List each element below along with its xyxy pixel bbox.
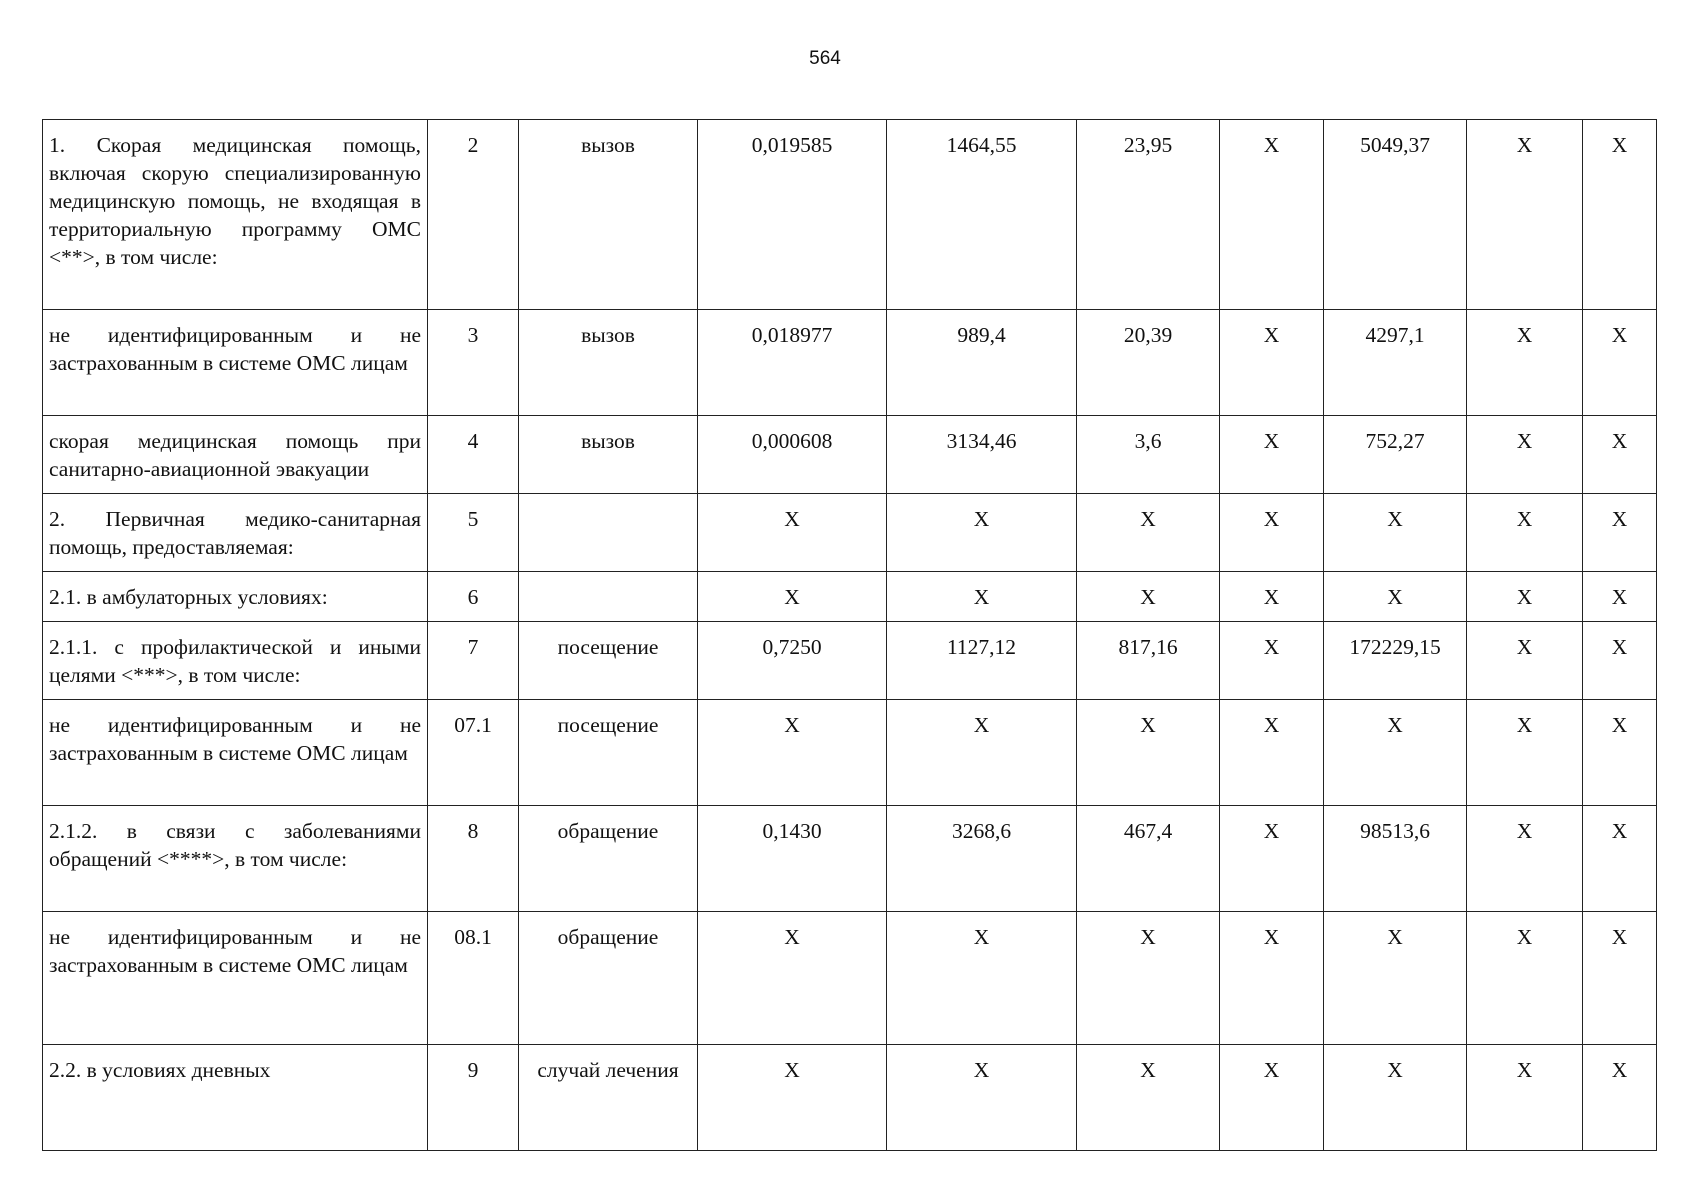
row-name-cell: 2.1.1. с профилактической и иными целями <***>, в том числе: <box>43 622 428 700</box>
unit-cell: обращение <box>519 912 698 1045</box>
value-cell: X <box>1220 310 1324 416</box>
value-cell: X <box>1583 1045 1657 1151</box>
table-row <box>43 494 1657 572</box>
value-cell: X <box>1583 416 1657 494</box>
value-cell: X <box>1583 622 1657 700</box>
unit-cell: вызов <box>519 416 698 494</box>
value-cell: X <box>1220 572 1324 622</box>
unit-cell: вызов <box>519 310 698 416</box>
value-cell: X <box>1324 1045 1467 1151</box>
table-row <box>43 120 1657 310</box>
row-name-cell: не идентифицированным и не застрахованным в системе ОМС лицам <box>43 912 428 1045</box>
table-row <box>43 622 1657 700</box>
value-cell: 0,7250 <box>698 622 887 700</box>
value-cell: X <box>1467 416 1583 494</box>
value-cell: X <box>1583 912 1657 1045</box>
row-name-cell: 2.2. в условиях дневных <box>43 1045 428 1151</box>
value-cell: X <box>1583 494 1657 572</box>
row-name-cell: 1. Скорая медицинская помощь, включая скорую специализированную медицинскую помощь, не входящая в территориальную программу ОМС <**>, в том числе: <box>43 120 428 310</box>
table-row <box>43 310 1657 416</box>
value-cell: X <box>887 572 1077 622</box>
row-name-cell: не идентифицированным и не застрахованным в системе ОМС лицам <box>43 310 428 416</box>
value-cell: 98513,6 <box>1324 806 1467 912</box>
data-table <box>42 119 1657 1151</box>
value-cell: X <box>1324 572 1467 622</box>
value-cell: X <box>887 700 1077 806</box>
value-cell: 0,1430 <box>698 806 887 912</box>
value-cell: X <box>1220 622 1324 700</box>
table-row <box>43 806 1657 912</box>
value-cell: X <box>698 494 887 572</box>
unit-cell: посещение <box>519 700 698 806</box>
value-cell: 0,000608 <box>698 416 887 494</box>
value-cell: X <box>1467 622 1583 700</box>
line-number-cell: 6 <box>428 572 519 622</box>
unit-cell: посещение <box>519 622 698 700</box>
value-cell: 3134,46 <box>887 416 1077 494</box>
line-number-cell: 9 <box>428 1045 519 1151</box>
value-cell: X <box>1220 416 1324 494</box>
value-cell: X <box>1583 700 1657 806</box>
table-row <box>43 416 1657 494</box>
line-number-cell: 7 <box>428 622 519 700</box>
value-cell: 1464,55 <box>887 120 1077 310</box>
page-number: 564 <box>809 48 841 69</box>
unit-cell: случай лечения <box>519 1045 698 1151</box>
value-cell: X <box>698 912 887 1045</box>
table-row <box>43 912 1657 1045</box>
value-cell: X <box>1467 310 1583 416</box>
unit-cell <box>519 494 698 572</box>
line-number-cell: 8 <box>428 806 519 912</box>
value-cell: X <box>1467 700 1583 806</box>
value-cell: 817,16 <box>1077 622 1220 700</box>
value-cell: X <box>1583 310 1657 416</box>
value-cell: 20,39 <box>1077 310 1220 416</box>
value-cell: X <box>887 1045 1077 1151</box>
value-cell: X <box>887 494 1077 572</box>
line-number-cell: 2 <box>428 120 519 310</box>
value-cell: X <box>1220 120 1324 310</box>
value-cell: X <box>1583 806 1657 912</box>
value-cell: 0,018977 <box>698 310 887 416</box>
value-cell: 752,27 <box>1324 416 1467 494</box>
value-cell: 1127,12 <box>887 622 1077 700</box>
value-cell: 23,95 <box>1077 120 1220 310</box>
value-cell: X <box>1467 120 1583 310</box>
value-cell: X <box>1467 806 1583 912</box>
value-cell: X <box>1467 912 1583 1045</box>
value-cell: X <box>1220 494 1324 572</box>
line-number-cell: 5 <box>428 494 519 572</box>
value-cell: X <box>1467 572 1583 622</box>
value-cell: X <box>1467 494 1583 572</box>
value-cell: X <box>1220 700 1324 806</box>
value-cell: 467,4 <box>1077 806 1220 912</box>
value-cell: 3,6 <box>1077 416 1220 494</box>
unit-cell: вызов <box>519 120 698 310</box>
value-cell: X <box>1077 700 1220 806</box>
value-cell: 172229,15 <box>1324 622 1467 700</box>
row-name-cell: 2. Первичная медико-санитарная помощь, предоставляемая: <box>43 494 428 572</box>
value-cell: X <box>698 1045 887 1151</box>
value-cell: X <box>1324 700 1467 806</box>
line-number-cell: 4 <box>428 416 519 494</box>
value-cell: 3268,6 <box>887 806 1077 912</box>
value-cell: 5049,37 <box>1324 120 1467 310</box>
table-row <box>43 572 1657 622</box>
value-cell: X <box>1324 494 1467 572</box>
value-cell: 4297,1 <box>1324 310 1467 416</box>
value-cell: X <box>1077 494 1220 572</box>
value-cell: 0,019585 <box>698 120 887 310</box>
value-cell: X <box>698 700 887 806</box>
value-cell: X <box>1077 912 1220 1045</box>
value-cell: X <box>1583 572 1657 622</box>
row-name-cell: скорая медицинская помощь при санитарно-авиационной эвакуации <box>43 416 428 494</box>
line-number-cell: 07.1 <box>428 700 519 806</box>
row-name-cell: 2.1.2. в связи с заболеваниями обращений <****>, в том числе: <box>43 806 428 912</box>
table-row <box>43 700 1657 806</box>
value-cell: X <box>1467 1045 1583 1151</box>
row-name-cell: не идентифицированным и не застрахованным в системе ОМС лицам <box>43 700 428 806</box>
value-cell: X <box>1220 806 1324 912</box>
line-number-cell: 3 <box>428 310 519 416</box>
unit-cell: обращение <box>519 806 698 912</box>
value-cell: X <box>1077 1045 1220 1151</box>
value-cell: 989,4 <box>887 310 1077 416</box>
value-cell: X <box>1220 912 1324 1045</box>
value-cell: X <box>1583 120 1657 310</box>
value-cell: X <box>1324 912 1467 1045</box>
value-cell: X <box>698 572 887 622</box>
value-cell: X <box>1077 572 1220 622</box>
value-cell: X <box>887 912 1077 1045</box>
unit-cell <box>519 572 698 622</box>
line-number-cell: 08.1 <box>428 912 519 1045</box>
row-name-cell: 2.1. в амбулаторных условиях: <box>43 572 428 622</box>
table-row <box>43 1045 1657 1151</box>
value-cell: X <box>1220 1045 1324 1151</box>
